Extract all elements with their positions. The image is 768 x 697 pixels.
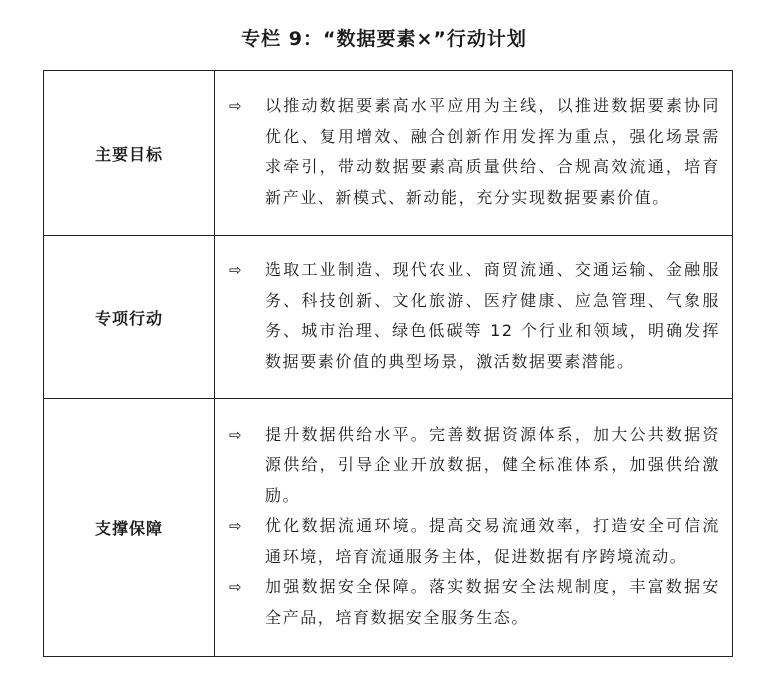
row-content [215, 236, 733, 399]
table-row-support-guarantees [44, 399, 733, 657]
hollow-right-arrow-icon: ⇨ [229, 425, 244, 444]
hollow-right-arrow-icon: ⇨ [229, 261, 244, 279]
item-text: 加强数据安全保障。落实数据安全法规制度，丰富数据安全产品，培育数据安全服务生态。 [265, 577, 720, 627]
row-content [215, 399, 733, 657]
row-label: 主要目标 [44, 71, 215, 236]
item-text: 提升数据供给水平。完善数据资源体系，加大公共数据资源供给，引导企业开放数据，健全标准体系，加强供给激励。 [265, 424, 720, 505]
list-item [227, 255, 720, 377]
list-item [227, 91, 720, 213]
list-item [227, 572, 720, 633]
row-label: 专项行动 [44, 236, 215, 399]
item-text: 选取工业制造、现代农业、商贸流通、交通运输、金融服务、科技创新、文化旅游、医疗健康、应急管理、气象服务、城市治理、绿色低碳等 12 个行业和领域，明确发挥数据要素价值的典型场景，激活数据要素潜能。 [265, 260, 720, 371]
list-item [227, 511, 720, 572]
hollow-right-arrow-icon: ⇨ [229, 517, 244, 536]
row-content [215, 71, 733, 236]
page-title: 专栏 9：“数据要素×”行动计划 [241, 28, 527, 50]
item-text: 以推动数据要素高水平应用为主线，以推进数据要素协同优化、复用增效、融合创新作用发挥为重点，强化场景需求牵引，带动数据要素高质量供给、合规高效流通，培育新产业、新模式、新动能，充分实现数据要素价值。 [265, 96, 720, 207]
table-row-special-actions [44, 236, 733, 399]
list-item [227, 420, 720, 512]
item-text: 优化数据流通环境。提高交易流通效率，打造安全可信流通环境，培育流通服务主体，促进数据有序跨境流动。 [265, 516, 720, 566]
action-plan-table [43, 70, 733, 657]
hollow-right-arrow-icon: ⇨ [229, 578, 244, 597]
hollow-right-arrow-icon: ⇨ [229, 97, 244, 115]
row-label: 支撑保障 [44, 399, 215, 657]
table-row-main-goals [44, 71, 733, 236]
